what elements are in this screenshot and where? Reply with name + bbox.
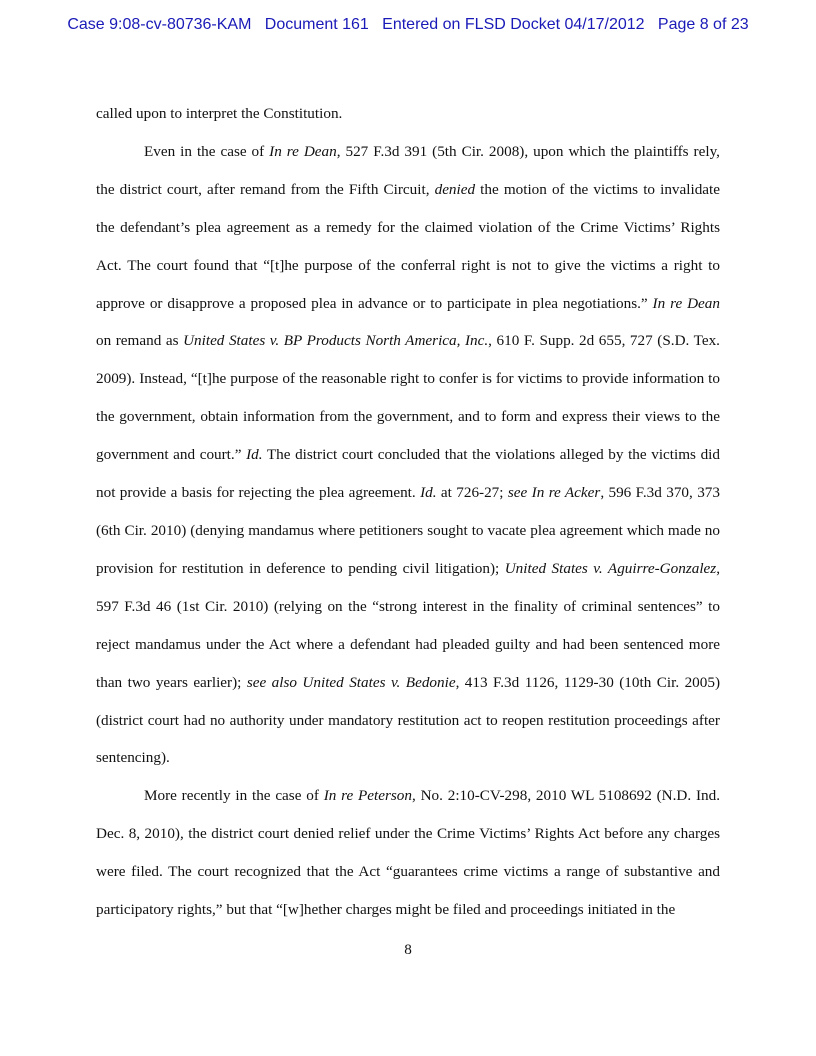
case-citation-in-re-dean: In re Dean <box>652 294 720 312</box>
case-citation-bedonie: see also United States v. Bedonie <box>246 673 456 691</box>
page-number: 8 <box>404 941 412 958</box>
text-segment: , 610 F. Supp. 2d 655, 727 (S.D. Tex. 2009). Instead, “[t]he purpose of the reasonable right to confer is for victims to provide information to the government, obtain information from the government, and to form and express their views to the government and court.” <box>96 332 720 464</box>
text-segment: , No. 2:10-CV-298, 2010 WL 5108692 (N.D. Ind. Dec. 8, 2010), the district court denied relief under the Crime Victims’ Rights Act before any charges were filed. The court recognized that the Act “guarantees crime victims a range of substantive and participatory rights,” but that “[w]hether charges might be filed and proceedings initiated in the <box>96 787 720 919</box>
paragraph-1 <box>96 95 720 133</box>
docket-header: Case 9:08-cv-80736-KAM Document 161 Entered on FLSD Docket 04/17/2012 Page 8 of 23 <box>67 16 749 33</box>
text-segment: the motion of the victims to invalidate the defendant’s plea agreement as a remedy for the claimed violation of the Crime Victims’ Rights Act. The court found that “[t]he purpose of the conferral right is not to give the victims a right to approve or disapprove a proposed plea in advance or to participate in plea negotiations.” <box>96 180 720 312</box>
paragraph-1-text: called upon to interpret the Constitution. <box>96 105 343 122</box>
text-segment: , 413 F.3d 1126, 1129-30 (10th Cir. 2005) (district court had no authority under mandatory restitution act to reopen restitution proceedings after sentencing). <box>96 673 721 767</box>
case-citation-in-re-acker: see In re Acker <box>507 484 601 502</box>
text-segment: on remand as <box>96 332 184 350</box>
text-segment: , 527 F.3d 391 (5th Cir. 2008), upon which the plaintiffs rely, the district court, after remand from the Fifth Circuit, <box>96 142 720 198</box>
text-segment: at 726-27; <box>436 484 508 502</box>
document-body <box>96 95 720 929</box>
citation-id: Id. <box>246 446 263 464</box>
text-segment: More recently in the case of <box>144 787 324 805</box>
text-segment: , 597 F.3d 46 (1st Cir. 2010) (relying on the “strong interest in the finality of criminal sentences” to reject mandamus under the Act where a defendant had pleaded guilty and had been sentenced more than two years earlier); <box>96 559 720 691</box>
case-citation-aguirre-gonzalez: United States v. Aguirre-Gonzalez <box>504 559 717 577</box>
citation-id: Id. <box>420 484 437 502</box>
text-segment: Even in the case of <box>144 142 270 160</box>
case-citation-in-re-peterson: In re Peterson <box>323 787 412 805</box>
text-segment: , 596 F.3d 370, 373 (6th Cir. 2010) (denying mandamus where petitioners sought to vacate plea agreement which made no provision for restitution in deference to pending civil litigation); <box>96 484 720 577</box>
text-segment: The district court concluded that the violations alleged by the victims did not provide a basis for rejecting the plea agreement. <box>96 446 720 502</box>
emphasis-denied: denied <box>434 180 476 198</box>
case-citation-in-re-dean: In re Dean <box>269 142 337 160</box>
case-citation-bp-products: United States v. BP Products North America, Inc. <box>183 332 489 350</box>
paragraph-3 <box>96 777 720 929</box>
paragraph-2 <box>96 133 720 777</box>
